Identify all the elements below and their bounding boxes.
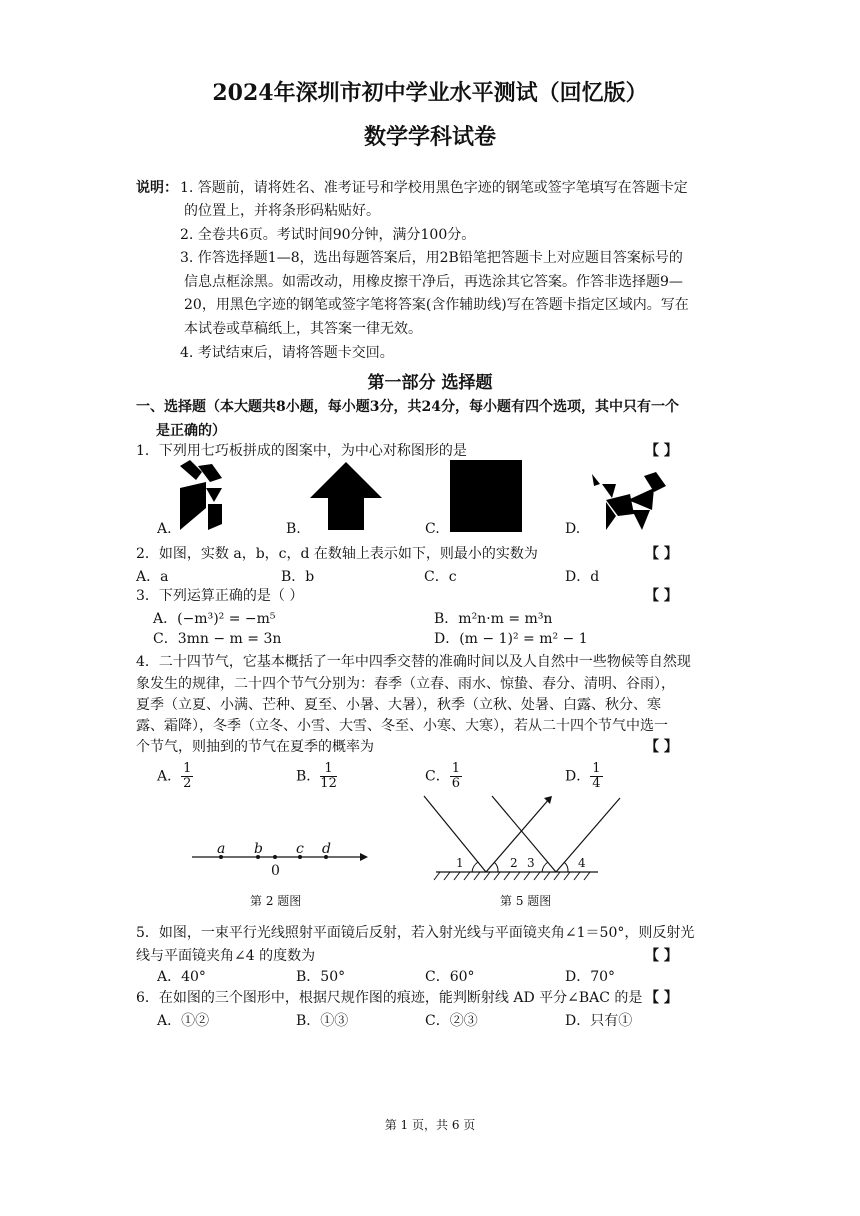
q2-option-c: C．c xyxy=(424,569,457,585)
q4-option-a: A． $\frac{1}{2}$ xyxy=(157,761,192,791)
instructions-label: 说明： xyxy=(136,180,178,196)
instruction-line: 2. 全卷共6页。考试时间90分钟，满分100分。 xyxy=(180,227,476,243)
mirror-reflection-figure xyxy=(420,794,610,886)
q2-option-d: D．d xyxy=(565,569,600,585)
q1-stem: 1．下列用七巧板拼成的图案中，为中心对称图形的是 xyxy=(136,443,467,459)
q1-option-d: D. xyxy=(565,521,581,537)
page-footer: 第 1 页，共 6 页 xyxy=(384,1118,476,1132)
q3-option-c: C．3mn − m = 3n xyxy=(153,631,282,647)
q6-option-a: A．①② xyxy=(157,1013,210,1029)
figure2-caption: 第 2 题图 xyxy=(250,894,302,908)
answer-bracket: 【 】 xyxy=(645,443,678,459)
instruction-line: 本试卷或草稿纸上，其答案一律无效。 xyxy=(184,321,422,337)
page-subtitle: 数学学科试卷 xyxy=(363,124,496,150)
q6-option-b: B．①③ xyxy=(296,1013,349,1029)
page-title: 2024年深圳市初中学业水平测试（回忆版） xyxy=(212,80,648,106)
section-header-cont: 是正确的） xyxy=(156,423,226,439)
q1-option-c: C. xyxy=(425,521,440,537)
angle-2-label: 2 xyxy=(510,856,518,870)
instruction-line: 的位置上，并将条形码粘贴好。 xyxy=(184,203,380,219)
q4-line: 象发生的规律，二十四个节气分别为：春季（立春、雨水、惊蛰、春分、清明、谷雨）， xyxy=(136,676,675,692)
q4-line: 夏季（立夏、小满、芒种、夏至、小暑、大暑），秋季（立秋、处暑、白露、秋分、寒 xyxy=(136,697,661,713)
q5-stem-cont: 线与平面镜夹角∠4 的度数为 xyxy=(136,948,316,964)
q4-line: 露、霜降），冬季（立冬、小雪、大雪、冬至、小寒、大寒），若从二十四个节气中选一 xyxy=(136,718,668,734)
instruction-line: 3. 作答选择题1—8，选出每题答案后，用2B铅笔把答题卡上对应题目答案标号的 xyxy=(180,250,683,266)
q6-stem: 6．在如图的三个图形中，根据尺规作图的痕迹，能判断射线 AD 平分∠BAC 的是 xyxy=(136,990,643,1006)
instruction-line: 信息点框涂黑。如需改动，用橡皮擦干净后，再选涂其它答案。作答非选择题9— xyxy=(184,274,683,290)
answer-bracket: 【 】 xyxy=(645,588,678,604)
tangram-dog-figure xyxy=(590,470,670,532)
answer-bracket: 【 】 xyxy=(645,990,678,1006)
q5-option-a: A．40° xyxy=(157,969,206,985)
part-title: 第一部分 选择题 xyxy=(367,373,493,393)
q5-option-c: C．60° xyxy=(425,969,475,985)
q5-stem: 5．如图，一束平行光线照射平面镜后反射，若入射光线与平面镜夹角∠1＝50°，则反射光 xyxy=(136,925,695,941)
point-c-label: c xyxy=(296,841,304,857)
q4-line: 个节气，则抽到的节气在夏季的概率为 xyxy=(136,739,374,755)
instruction-line: 4. 考试结束后，请将答题卡交回。 xyxy=(180,345,394,361)
instruction-line: 20，用黑色字迹的钢笔或签字笔将答案(含作辅助线)写在答题卡指定区域内。写在 xyxy=(184,297,689,313)
q4-line: 4．二十四节气，它基本概括了一年中四季交替的准确时间以及人自然中一些物候等自然现 xyxy=(136,654,691,670)
q6-option-c: C．②③ xyxy=(425,1013,478,1029)
q3-stem: 3．下列运算正确的是（ ） xyxy=(136,588,304,604)
q4-option-d: D． $\frac{1}{4}$ xyxy=(565,761,601,791)
q2-option-b: B．b xyxy=(281,569,315,585)
q3-option-b: B．m²n·m = m³n xyxy=(434,611,553,627)
q5-option-d: D．70° xyxy=(565,969,616,985)
angle-1-label: 1 xyxy=(456,856,464,870)
q2-option-a: A．a xyxy=(136,569,169,585)
q6-option-d: D．只有① xyxy=(565,1013,633,1029)
angle-3-label: 3 xyxy=(527,856,535,870)
angle-4-label: 4 xyxy=(578,856,586,870)
q4-option-b: B． $\frac{1}{12}$ xyxy=(296,761,337,791)
answer-bracket: 【 】 xyxy=(645,546,678,562)
point-b-label: b xyxy=(254,841,263,857)
tangram-rabbit-figure xyxy=(176,458,236,532)
section-header: 一、选择题（本大题共8小题，每小题3分，共24分，每小题有四个选项，其中只有一个 xyxy=(136,399,679,415)
q5-option-b: B．50° xyxy=(296,969,346,985)
q2-stem: 2．如图，实数 a，b，c，d 在数轴上表示如下，则最小的实数为 xyxy=(136,546,538,562)
instruction-line: 1. 答题前，请将姓名、准考证号和学校用黑色字迹的钢笔或签字笔填写在答题卡定 xyxy=(180,180,688,196)
tangram-arrow-figure xyxy=(308,460,384,532)
answer-bracket: 【 】 xyxy=(645,948,678,964)
tangram-square-figure xyxy=(450,460,522,532)
point-d-label: d xyxy=(322,841,331,857)
figure5-caption: 第 5 题图 xyxy=(500,894,552,908)
q1-option-b: B. xyxy=(286,521,301,537)
q4-option-c: C． $\frac{1}{6}$ xyxy=(425,761,460,791)
origin-label: 0 xyxy=(271,863,280,879)
q3-option-d: D．(m − 1)² = m² − 1 xyxy=(434,631,588,647)
answer-bracket: 【 】 xyxy=(645,739,678,755)
point-a-label: a xyxy=(217,841,226,857)
q1-option-a: A. xyxy=(157,521,172,537)
q3-option-a: A．(−m³)² = −m⁵ xyxy=(153,611,276,627)
